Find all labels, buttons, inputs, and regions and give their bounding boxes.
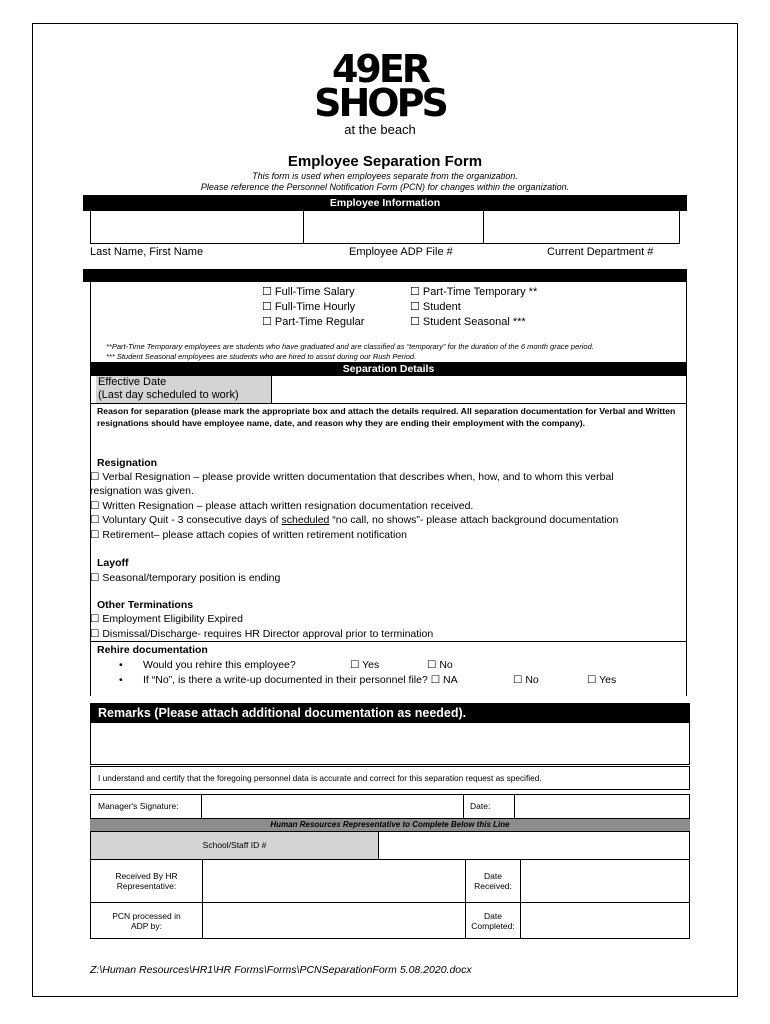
voluntary-quit-text-b: “no call, no shows”- please attach background documentation [329,514,619,526]
fulltime-salary-checkbox[interactable]: ☐ Full-Time Salary [262,286,355,298]
manager-signature-label: Manager's Signature: [91,795,202,818]
resignation-title: Resignation [97,457,158,469]
adp-file-field[interactable] [303,211,484,243]
signature-row [90,794,690,819]
writeup-yes-checkbox[interactable]: ☐ Yes [587,674,617,686]
rehire-question: Would you rehire this employee? [143,659,296,671]
logo-line2: SHOPS [314,81,446,125]
logo-tagline: at the beach [344,122,416,137]
pcn-row [90,903,690,939]
voluntary-quit-underlined: scheduled [281,514,330,526]
file-path-footer: Z:\Human Resources\HR1\HR Forms\Forms\PCNSeparationForm 5.08.2020.docx [90,964,472,976]
form-subtitle-2: Please reference the Personnel Notification Form (PCN) for changes within the organization. [200,182,570,192]
retirement-checkbox[interactable]: ☐ Retirement– please attach copies of written retirement notification [90,529,407,541]
date-received-label: Date Received: [465,860,521,902]
other-terminations-title: Other Terminations [97,599,194,611]
rehire-bullet-2: • [119,674,123,686]
student-checkbox[interactable]: ☐ Student [410,301,461,313]
school-id-row [90,831,690,860]
seasonal-ending-checkbox[interactable]: ☐ Seasonal/temporary position is ending [90,572,281,584]
employee-info-fields [90,211,680,244]
rehire-title: Rehire documentation [97,644,208,656]
form-subtitle-1: This form is used when employees separate from the organization. [252,171,518,181]
dismissal-checkbox[interactable]: ☐ Dismissal/Discharge- requires HR Director approval prior to termination [90,628,434,640]
layoff-title: Layoff [97,557,129,569]
effective-date-label: Effective Date [98,376,167,388]
school-id-label: School/Staff ID # [91,832,379,859]
student-seasonal-note: *** Student Seasonal employees are students who are hired to assist during our Rush Period. [106,352,417,361]
effective-date-row [90,376,687,404]
employee-info-header: Employee Information [83,195,687,211]
hr-section-header: Human Resources Representative to Complete Below this Line [90,819,690,831]
received-row [90,860,690,903]
student-seasonal-checkbox[interactable]: ☐ Student Seasonal *** [410,316,526,328]
written-resignation-checkbox[interactable]: ☐ Written Resignation – please attach written resignation documentation received. [90,500,474,512]
received-by-label: Received By HR Representative: [91,860,203,902]
separation-details-header: Separation Details [90,362,687,376]
received-by-field[interactable] [203,860,465,902]
date-completed-label: Date Completed: [465,903,521,938]
pcn-processed-label: PCN processed in ADP by: [91,903,203,938]
school-id-field[interactable] [379,832,689,859]
rehire-no-checkbox[interactable]: ☐ No [427,659,453,671]
manager-date-field[interactable] [515,795,689,818]
form-title: Employee Separation Form [287,153,483,170]
date-completed-field[interactable] [521,903,689,938]
verbal-resignation-checkbox[interactable]: ☐ Verbal Resignation – please provide written documentation that describes when, how, and to whom this verbal [90,471,614,483]
name-label: Last Name, First Name [90,246,204,258]
parttime-regular-checkbox[interactable]: ☐ Part-Time Regular [262,316,365,328]
writeup-question-na-checkbox[interactable]: If “No”, is there a write-up documented in their personnel file? ☐ NA [143,674,458,686]
date-received-field[interactable] [521,860,689,902]
department-field[interactable] [484,211,679,243]
name-field[interactable] [91,211,304,243]
pcn-processed-field[interactable] [203,903,465,938]
voluntary-quit-text-a: ☐ Voluntary Quit - 3 consecutive days of [90,514,282,526]
department-label: Current Department # [547,246,654,258]
parttime-temporary-checkbox[interactable]: ☐ Part-Time Temporary ** [410,286,538,298]
rehire-bullet-1: • [119,659,123,671]
effective-date-label-cell [96,376,272,403]
company-logo [310,47,450,142]
logo-line1: 49ER [331,47,429,91]
parttime-temp-note: **Part-Time Temporary employees are students who have graduated and are classified as “temporary” for the duration of the 6 month grace period. [106,342,594,351]
eligibility-expired-checkbox[interactable]: ☐ Employment Eligibility Expired [90,613,243,625]
adp-label: Employee ADP File # [349,246,453,258]
remarks-header: Remarks (Please attach additional documentation as needed). [90,703,690,723]
certification-statement: I understand and certify that the foregoing personnel data is accurate and correct for this separation request as specified. [90,766,690,790]
effective-date-sublabel: (Last day scheduled to work) [98,389,239,401]
remarks-field[interactable] [90,723,690,765]
writeup-no-checkbox[interactable]: ☐ No [513,674,539,686]
rehire-yes-checkbox[interactable]: ☐ Yes [350,659,380,671]
fulltime-hourly-checkbox[interactable]: ☐ Full-Time Hourly [262,301,356,313]
manager-signature-field[interactable] [202,795,463,818]
employee-type-header [83,269,687,282]
reason-instructions: Reason for separation (please mark the appropriate box and attach the details required. All separation documentation for Verbal and Written resignations should have employee name, date, and reason why they are ending their employment with the company). [97,406,676,428]
effective-date-field[interactable] [273,376,685,403]
manager-date-label: Date: [463,795,515,818]
verbal-resignation-cont: resignation was given. [90,485,194,497]
voluntary-quit-checkbox[interactable] [90,514,618,526]
